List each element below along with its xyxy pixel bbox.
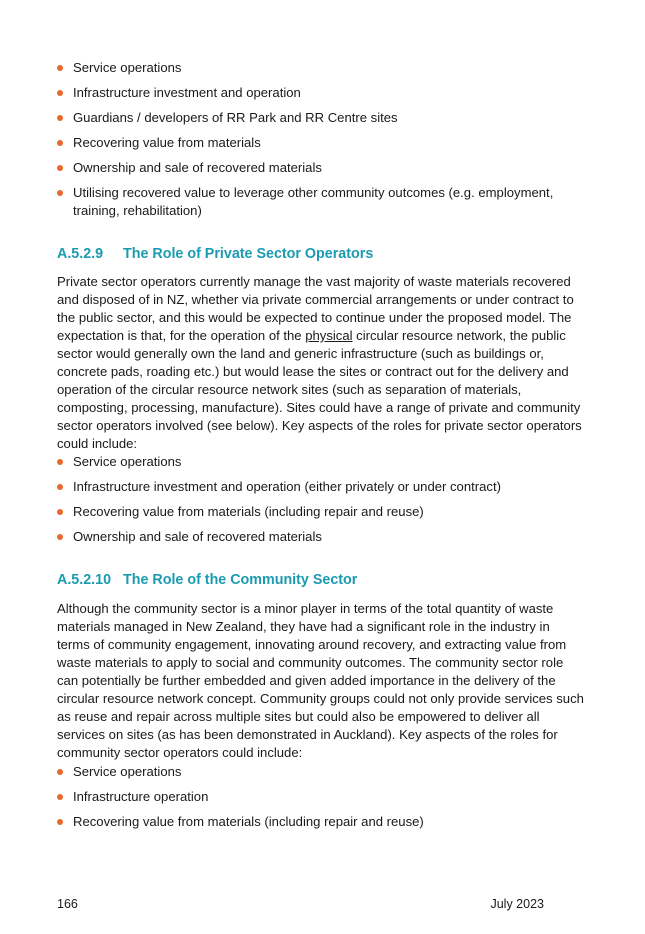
section-number: A.5.2.10 bbox=[57, 572, 112, 588]
section-title: The Role of Private Sector Operators bbox=[123, 246, 374, 262]
list-item: Infrastructure investment and operation bbox=[57, 84, 577, 102]
section-title: The Role of the Community Sector bbox=[123, 572, 358, 588]
list-item: Ownership and sale of recovered materials bbox=[57, 528, 577, 546]
underlined-word: physical bbox=[305, 328, 353, 343]
bullet-icon bbox=[57, 190, 63, 196]
list-item: Infrastructure operation bbox=[57, 788, 577, 806]
section-heading-community-sector bbox=[57, 572, 357, 588]
bullet-icon bbox=[57, 115, 63, 121]
bullet-list-community-sector-roles bbox=[57, 763, 577, 838]
list-item: Ownership and sale of recovered materials bbox=[57, 159, 577, 177]
list-item: Utilising recovered value to leverage other community outcomes (e.g. employment, training, rehabilitation) bbox=[57, 184, 577, 220]
list-item: Guardians / developers of RR Park and RR Centre sites bbox=[57, 109, 577, 127]
bullet-icon bbox=[57, 484, 63, 490]
bullet-icon bbox=[57, 534, 63, 540]
page-number: 166 bbox=[57, 897, 78, 911]
bullet-list-general-roles bbox=[57, 59, 577, 227]
bullet-icon bbox=[57, 140, 63, 146]
list-item: Infrastructure investment and operation (either privately or under contract) bbox=[57, 478, 577, 496]
bullet-icon bbox=[57, 165, 63, 171]
section-number: A.5.2.9 bbox=[57, 246, 104, 262]
bullet-icon bbox=[57, 509, 63, 515]
list-item: Service operations bbox=[57, 763, 577, 781]
bullet-icon bbox=[57, 769, 63, 775]
list-item: Recovering value from materials (including repair and reuse) bbox=[57, 813, 577, 831]
bullet-list-private-sector-roles bbox=[57, 453, 577, 553]
bullet-icon bbox=[57, 65, 63, 71]
bullet-icon bbox=[57, 90, 63, 96]
section-heading-private-sector bbox=[57, 246, 373, 262]
list-item: Service operations bbox=[57, 453, 577, 471]
paragraph-private-sector: Private sector operators currently manage the vast majority of waste materials recovered and disposed of in NZ, whether via private commercial arrangements or under contract to the public sector, and this would be expected to continue under the proposed model. The expectation is that, for the operation of the physical circular resource network, the public sector would generally own the land and generic infrastructure (such as buildings or, concrete pads, roading etc.) but would lease the sites or contract out for the delivery and operation of the circular resource network sites (such as separation of materials, composting, processing, manufacture). Sites could have a range of private and community sector operators involved (see below). Key aspects of the roles for private sector operators could include: bbox=[57, 274, 582, 451]
bullet-icon bbox=[57, 794, 63, 800]
footer-date: July 2023 bbox=[490, 897, 544, 911]
list-item: Recovering value from materials bbox=[57, 134, 577, 152]
bullet-icon bbox=[57, 819, 63, 825]
paragraph-community-sector: Although the community sector is a minor player in terms of the total quantity of waste materials managed in New Zealand, they have had a significant role in the industry in terms of community engagement, innovating around recovery, and extracting value from waste materials to apply to social and community outcomes. The community sector role can potentially be further embedded and given added importance in the delivery of the circular resource network concept. Community groups could not only provide services such as reuse and repair across multiple sites but could also be empowered to deliver all services on sites (as has been demonstrated in Auckland). Key aspects of the roles for community sector operators could include: bbox=[57, 601, 584, 760]
list-item: Recovering value from materials (including repair and reuse) bbox=[57, 503, 577, 521]
list-item: Service operations bbox=[57, 59, 577, 77]
bullet-icon bbox=[57, 459, 63, 465]
